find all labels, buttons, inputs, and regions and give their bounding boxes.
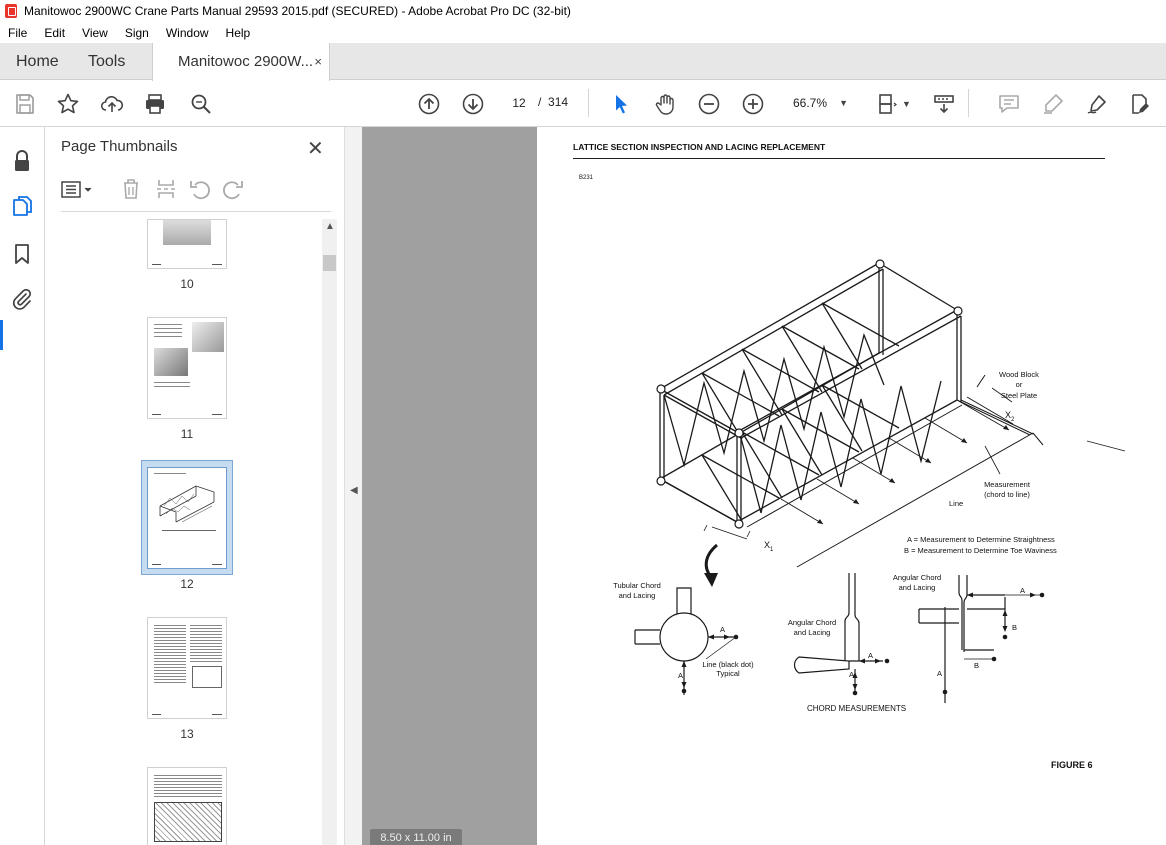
label-b: B xyxy=(974,661,980,670)
thumbnail-page-13[interactable] xyxy=(147,617,227,719)
scroll-up-icon[interactable]: ▲ xyxy=(325,221,335,232)
fill-sign-icon[interactable] xyxy=(1084,91,1110,117)
thumbnail-text-line xyxy=(154,332,182,333)
thumbnail-label: 11 xyxy=(180,427,194,441)
lock-icon[interactable] xyxy=(10,149,34,173)
thumbnail-drawing xyxy=(156,482,218,528)
tab-document-label: Manitowoc 2900W... xyxy=(178,53,314,70)
star-icon[interactable] xyxy=(55,91,81,117)
thumbnail-label: 10 xyxy=(180,277,194,291)
menu-help[interactable]: Help xyxy=(225,25,251,40)
thumbnail-footer xyxy=(152,714,161,715)
collapse-arrow-icon: ◀ xyxy=(350,485,358,496)
insert-page-icon[interactable] xyxy=(154,177,178,201)
legend-a: A = Measurement to Determine Straightness xyxy=(907,535,1055,544)
menu-window[interactable]: Window xyxy=(165,25,209,40)
label-wood-block: Wood Block xyxy=(999,370,1039,379)
zoom-search-icon[interactable] xyxy=(188,91,214,117)
thumbnail-footer xyxy=(212,264,222,265)
menu-file[interactable]: File xyxy=(8,25,28,40)
window-title: Manitowoc 2900WC Crane Parts Manual 29593 2015.pdf (SECURED) - Adobe Acrobat Pro DC (32-bit) xyxy=(24,4,571,18)
thumbnail-text-line xyxy=(154,328,182,329)
page-separator: / xyxy=(538,95,542,109)
panel-title: Page Thumbnails xyxy=(61,138,178,155)
pdf-page xyxy=(537,127,1166,845)
delete-icon[interactable] xyxy=(119,177,143,201)
save-icon[interactable] xyxy=(12,91,38,117)
rotate-right-icon[interactable] xyxy=(221,177,245,201)
label-tubular-chord: Tubular Chord xyxy=(613,581,661,590)
label-a: A xyxy=(868,651,874,660)
thumbnail-text-line xyxy=(154,324,182,325)
chevron-down-icon: ▼ xyxy=(839,98,848,108)
tabs-bar xyxy=(0,43,1166,80)
chevron-down-icon[interactable]: ▼ xyxy=(902,99,911,109)
label-angular-chord-2: Angular Chord xyxy=(892,573,942,582)
acrobat-app-icon xyxy=(5,4,17,18)
page-fit-icon[interactable] xyxy=(875,91,901,117)
label-a: A xyxy=(849,670,855,679)
previous-page-icon[interactable] xyxy=(416,91,442,117)
thumbnail-footer xyxy=(212,414,222,415)
thumbnail-drawing xyxy=(192,666,222,688)
label-a: A xyxy=(720,625,726,634)
title-bar xyxy=(0,0,1166,22)
label-a: A xyxy=(678,671,684,680)
label-measurement: Measurement xyxy=(984,480,1030,489)
hand-tool-icon[interactable] xyxy=(652,91,678,117)
toolbar-separator xyxy=(588,89,589,117)
bookmark-icon[interactable] xyxy=(10,242,34,266)
rotate-left-icon[interactable] xyxy=(188,177,212,201)
label-line: Line xyxy=(949,499,964,508)
figure-caption: FIGURE 6 xyxy=(1051,760,1093,770)
tab-home[interactable]: Home xyxy=(16,53,59,70)
thumbnail-scrollbar[interactable] xyxy=(322,219,337,845)
label-line-black-dot: Line (black dot) xyxy=(702,660,754,669)
label-tubular-lacing: and Lacing xyxy=(618,591,656,600)
cloud-upload-icon[interactable] xyxy=(99,91,125,117)
zoom-in-icon[interactable] xyxy=(740,91,766,117)
left-navigation-rail xyxy=(0,127,45,845)
thumbnail-footer xyxy=(152,414,161,415)
page-size-indicator: 8.50 x 11.00 in xyxy=(370,829,462,845)
thumbnail-options-icon[interactable] xyxy=(61,179,95,201)
menu-bar xyxy=(0,22,1166,43)
attachment-icon[interactable] xyxy=(10,287,34,311)
thumbnail-page-11[interactable] xyxy=(147,317,227,419)
thumbnail-text-line xyxy=(154,382,190,383)
legend-b: B = Measurement to Determine Toe Waviness xyxy=(904,546,1057,555)
thumbnail-image xyxy=(154,348,188,376)
page-heading: LATTICE SECTION INSPECTION AND LACING REPLACEMENT xyxy=(573,142,826,152)
label-or: or xyxy=(1015,380,1023,389)
panel-divider xyxy=(61,211,331,212)
label-a: A xyxy=(1020,586,1026,595)
toolbar-separator xyxy=(968,89,969,117)
thumbnail-text-line xyxy=(154,336,182,337)
chord-measurements-caption: CHORD MEASUREMENTS xyxy=(807,704,907,713)
figure-code: B231 xyxy=(579,175,594,181)
thumbnail-text-line xyxy=(154,473,186,474)
tab-tools[interactable]: Tools xyxy=(88,53,126,70)
thumbnail-image xyxy=(192,322,224,352)
thumbnail-image xyxy=(163,220,211,245)
menu-sign[interactable]: Sign xyxy=(124,25,149,40)
page-thumbnails-icon[interactable] xyxy=(10,194,34,218)
zoom-out-icon[interactable] xyxy=(696,91,722,117)
comment-icon[interactable] xyxy=(996,91,1022,117)
label-x2: $X_2$ xyxy=(1005,410,1015,423)
thumbnail-text-block xyxy=(190,623,222,663)
page-number-input[interactable]: 12 xyxy=(505,90,533,114)
thumbnail-text-line xyxy=(154,386,190,387)
zoom-level-select[interactable] xyxy=(784,91,856,115)
menu-view[interactable]: View xyxy=(82,25,108,40)
thumbnail-footer xyxy=(152,264,161,265)
scrollbar-thumb[interactable] xyxy=(323,255,336,271)
label-typical: Typical xyxy=(716,669,740,678)
page-total: 314 xyxy=(548,95,569,109)
toolbar xyxy=(0,81,1166,127)
label-angular-lacing-1: and Lacing xyxy=(793,628,831,637)
page-count xyxy=(538,95,568,109)
edit-pdf-icon[interactable] xyxy=(1127,91,1153,117)
close-icon[interactable]: ✕ xyxy=(307,138,324,160)
thumbnail-page-14[interactable] xyxy=(147,767,227,845)
label-b: B xyxy=(1012,623,1018,632)
panel-collapse-handle[interactable] xyxy=(344,127,362,845)
thumbnail-label: 13 xyxy=(180,727,194,741)
thumbnail-text-block xyxy=(154,773,222,799)
thumbnail-drawing xyxy=(162,530,216,544)
thumbnail-label: 12 xyxy=(180,577,194,591)
thumbnail-footer xyxy=(212,714,222,715)
thumbnail-page-10[interactable] xyxy=(147,219,227,269)
select-cursor-icon[interactable] xyxy=(608,91,634,117)
thumbnail-drawing xyxy=(154,802,222,842)
tab-close-icon[interactable]: × xyxy=(314,54,322,69)
thumbnail-text-block xyxy=(154,623,186,683)
label-angular-lacing-2: and Lacing xyxy=(898,583,936,592)
label-chord-to-line: (chord to line) xyxy=(984,490,1030,499)
document-viewer[interactable] xyxy=(362,127,1166,845)
thumbnail-footer xyxy=(152,564,161,565)
next-page-icon[interactable] xyxy=(460,91,486,117)
highlight-icon[interactable] xyxy=(1040,91,1066,117)
label-x1: $X_1$ xyxy=(764,540,774,553)
menu-edit[interactable]: Edit xyxy=(44,25,66,40)
label-angular-chord-1: Angular Chord xyxy=(787,618,837,627)
label-a: A xyxy=(937,669,943,678)
lattice-boom-drawing xyxy=(537,127,1166,845)
active-indicator xyxy=(0,320,3,350)
page-thumbnails-panel xyxy=(45,127,344,845)
tab-document[interactable] xyxy=(152,43,330,81)
label-steel-plate: Steel Plate xyxy=(1000,391,1038,400)
zoom-level-value: 66.7% xyxy=(793,96,828,110)
thumbnail-tools xyxy=(61,177,331,203)
scroll-mode-icon[interactable] xyxy=(931,91,957,117)
thumbnail-footer xyxy=(212,564,222,565)
thumbnail-page-12[interactable] xyxy=(147,467,227,569)
print-icon[interactable] xyxy=(142,91,168,117)
